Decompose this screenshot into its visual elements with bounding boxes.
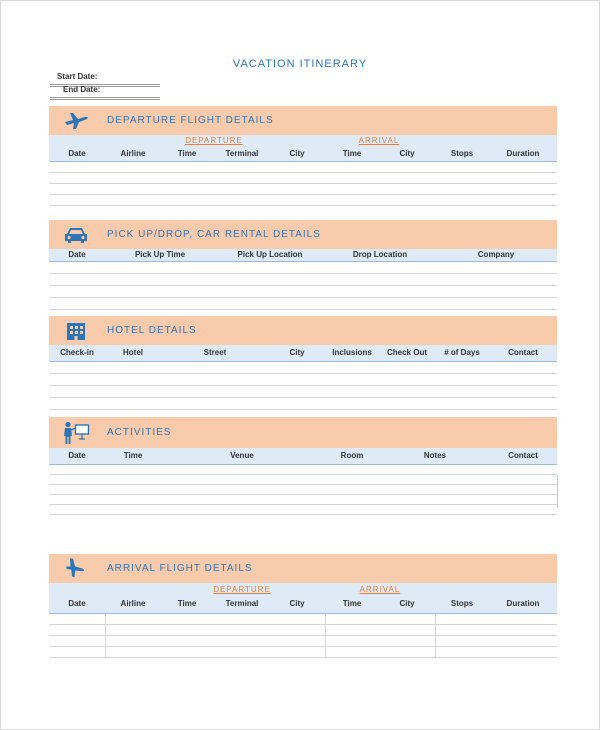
column-header: Date [68,250,86,259]
airplane-landing-icon [61,557,91,580]
column-header: Date [68,149,86,158]
column-header: Notes [423,451,447,460]
section-title: PICK UP/DROP, CAR RENTAL DETAILS [107,229,321,240]
section-title: ARRIVAL FLIGHT DETAILS [107,563,253,574]
table-row[interactable] [49,386,557,398]
presenter-icon [61,420,91,445]
column-header: Check Out [386,348,428,357]
column-header: Time [177,149,197,158]
column-header: Time [123,451,143,460]
hotel-column-headers [49,345,557,362]
column-header: Inclusions [332,348,372,357]
column-header: Duration [506,149,540,158]
column-header: Airline [120,599,146,608]
column-header: Duration [506,599,540,608]
column-header: # of Days [444,348,480,357]
table-row[interactable] [49,505,557,515]
car-icon [61,223,91,246]
table-row[interactable] [49,262,557,274]
section-title: HOTEL DETAILS [107,325,197,336]
table-row[interactable] [49,298,557,310]
car-rental-header [49,220,557,249]
column-header: Room [340,451,364,460]
section-title: DEPARTURE FLIGHT DETAILS [107,115,274,126]
column-header: Contact [508,451,538,460]
car-column-headers [49,249,557,262]
group-departure-label: DEPARTURE [185,136,243,145]
activities-header [49,417,557,448]
column-header: Company [477,250,515,259]
column-header: Contact [508,348,538,357]
table-row[interactable] [49,286,557,298]
table-row[interactable] [49,475,557,485]
column-header: City [399,149,415,158]
divider [557,475,558,508]
table-row[interactable] [49,362,557,374]
group-arrival-label: ARRIVAL [359,585,401,594]
column-header: Venue [230,451,254,460]
table-row[interactable] [49,614,557,625]
activities-section [49,417,557,515]
column-header: Date [68,599,86,608]
building-icon [61,319,91,342]
departure-column-headers [49,147,557,162]
arrival-flight-header [49,554,557,583]
column-header: City [289,348,305,357]
end-date-field[interactable] [50,85,160,100]
hotel-header [49,316,557,345]
table-row[interactable] [49,374,557,386]
column-header: Street [203,348,227,357]
table-row[interactable] [49,636,557,647]
arrival-column-headers [49,596,557,614]
start-date-label: Start Date: [57,72,98,81]
column-header: Time [342,149,362,158]
airplane-icon [61,109,91,132]
departure-rows [49,162,557,206]
table-row[interactable] [49,162,557,173]
arrival-flight-section [49,554,557,658]
table-row[interactable] [49,485,557,495]
section-title: ACTIVITIES [107,427,172,438]
column-header: Time [342,599,362,608]
column-header: City [399,599,415,608]
table-row[interactable] [49,195,557,206]
table-row[interactable] [49,398,557,410]
departure-flight-header [49,106,557,135]
departure-group-row [49,135,557,147]
hotel-section [49,316,557,410]
activities-column-headers [49,448,557,465]
column-header: Stops [450,149,474,158]
table-row[interactable] [49,625,557,636]
departure-flight-section [49,106,557,206]
arrival-group-row [49,583,557,596]
table-row[interactable] [49,465,557,475]
column-header: Stops [450,599,474,608]
hotel-rows [49,362,557,410]
table-row[interactable] [49,184,557,195]
column-header: Pick Up Location [237,250,303,259]
car-rental-section [49,220,557,310]
column-header: Airline [120,149,146,158]
column-header: City [289,149,305,158]
arrival-rows [49,614,557,658]
end-date-label: End Date: [63,85,101,94]
group-departure-label: DEPARTURE [213,585,271,594]
column-header: Hotel [123,348,143,357]
column-header: Date [68,451,86,460]
column-header: Pick Up Time [134,250,186,259]
table-row[interactable] [49,274,557,286]
car-rows [49,262,557,310]
column-header: Terminal [225,149,259,158]
table-row[interactable] [49,647,557,658]
column-header: Terminal [225,599,259,608]
activities-rows [49,465,557,515]
column-header: Time [177,599,197,608]
page-title: VACATION ITINERARY [232,58,368,70]
table-row[interactable] [49,495,557,505]
column-header: City [289,599,305,608]
column-header: Drop Location [352,250,408,259]
column-header: Check-in [60,348,94,357]
table-row[interactable] [49,173,557,184]
group-arrival-label: ARRIVAL [358,136,400,145]
